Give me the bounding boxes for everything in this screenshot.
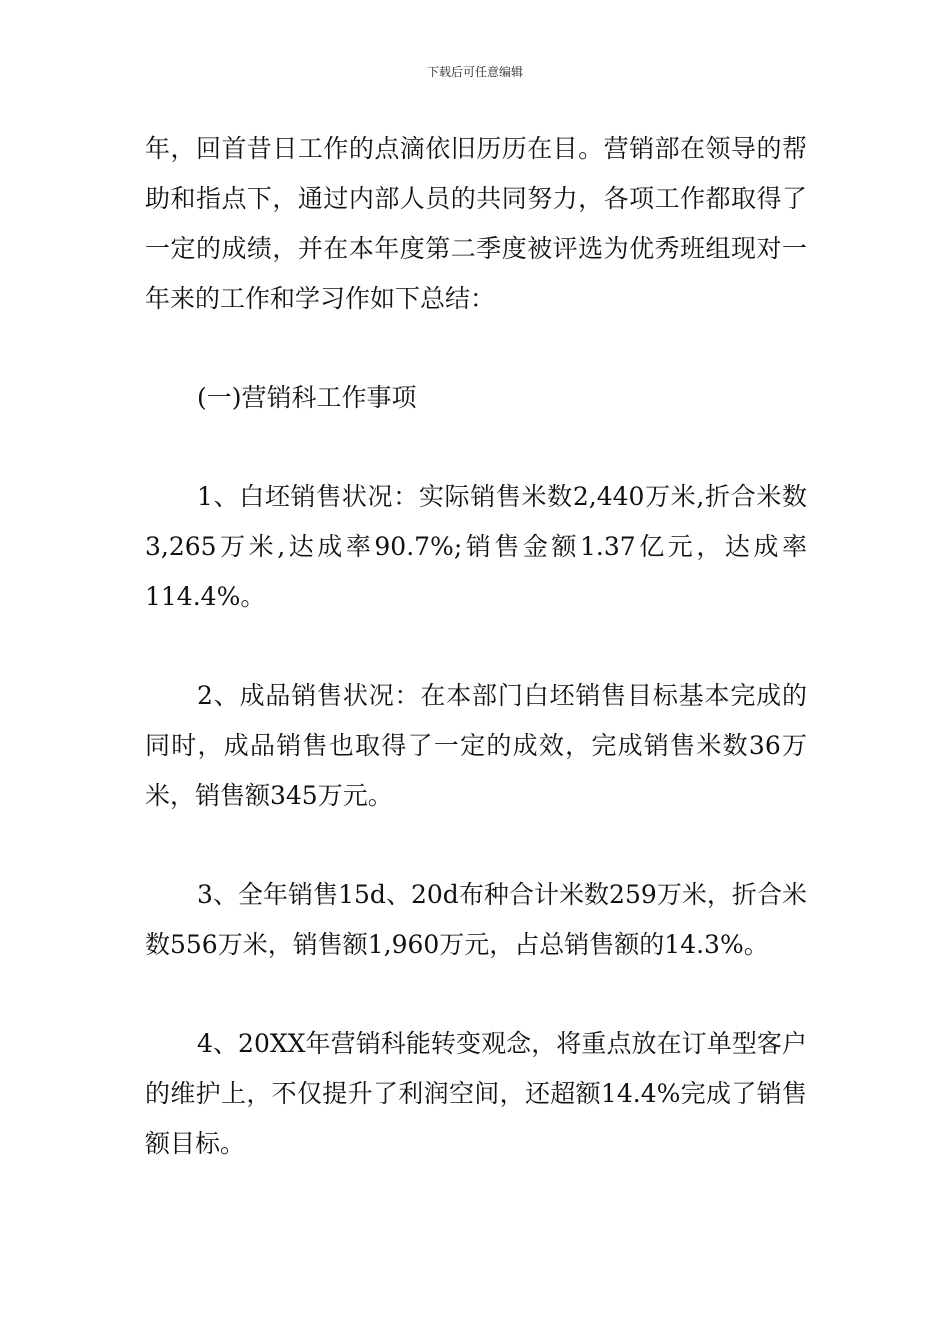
intro-paragraph: 年，回首昔日工作的点滴依旧历历在目。营销部在领导的帮助和指点下，通过内部人员的共同努力，各项工作都取得了一定的成绩，并在本年度第二季度被评选为优秀班组现对一年来的工作和学习作如下总结： xyxy=(145,134,807,313)
list-item-4: 4、20XX年营销科能转变观念，将重点放在订单型客户的维护上，不仅提升了利润空间，还超额14.4%完成了销售额目标。 xyxy=(145,1029,807,1158)
list-item-3: 3、全年销售15d、20d布种合计米数259万米，折合米数556万米，销售额1,960万元，占总销售额的14.3%。 xyxy=(145,880,807,959)
section-heading: (一)营销科工作事项 xyxy=(197,383,417,412)
list-item-2: 2、成品销售状况：在本部门白坯销售目标基本完成的同时，成品销售也取得了一定的成效，完成销售米数36万米，销售额345万元。 xyxy=(145,681,807,810)
list-item-1: 1、白坯销售状况：实际销售米数2,440万米,折合米数3,265万米,达成率90.7%;销售金额1.37亿元，达成率114.4%。 xyxy=(145,482,807,611)
page-header: 下载后可任意编辑 xyxy=(426,65,523,79)
document-body xyxy=(145,124,807,1169)
